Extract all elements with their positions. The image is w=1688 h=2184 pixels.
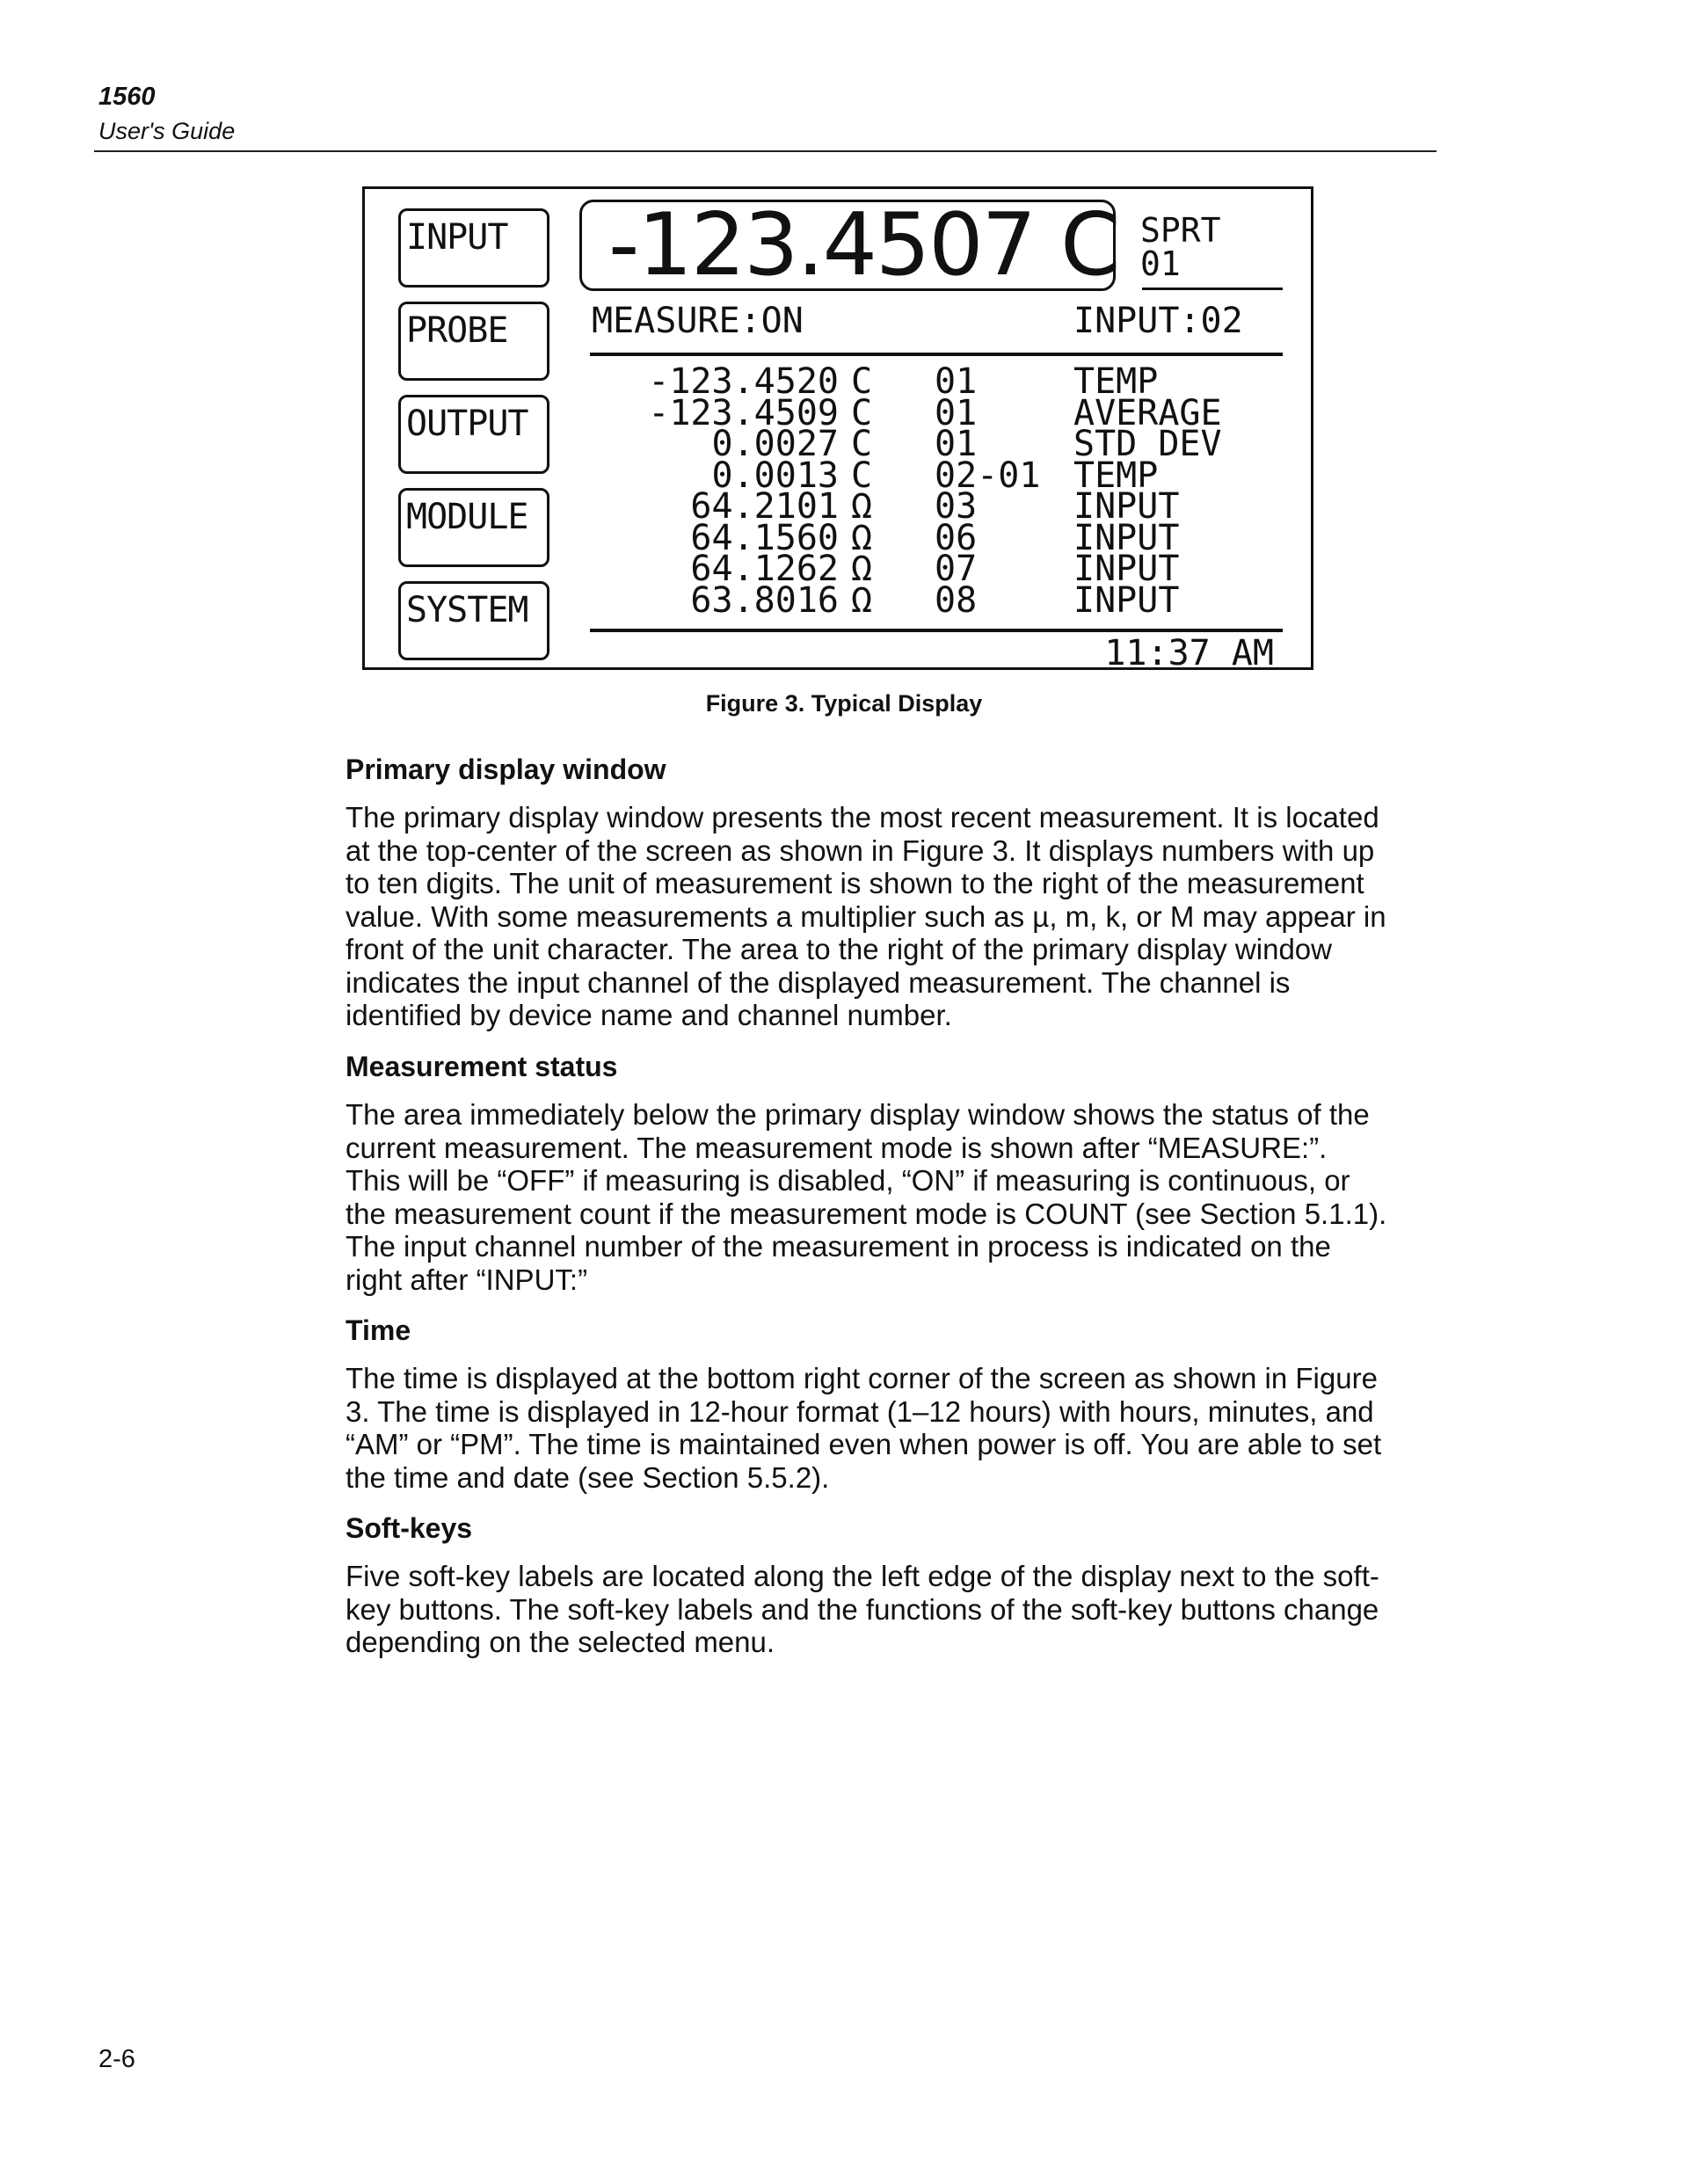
reading-value: -123.4520 <box>648 361 839 402</box>
reading-channel: 01 <box>935 392 978 433</box>
reading-function: STD DEV <box>1073 424 1222 464</box>
text-line: depending on the selected menu. <box>346 1626 775 1658</box>
status-divider <box>590 353 1283 356</box>
text-line: key buttons. The soft-key labels and the functions of the soft-key buttons change <box>346 1592 1379 1626</box>
softkey-input: INPUT <box>398 208 549 288</box>
text-line: value. With some measurements a multiplier such as µ, m, k, or M may appear in <box>346 899 1386 933</box>
reading-function: TEMP <box>1073 361 1159 402</box>
readings-divider <box>590 629 1283 632</box>
reading-unit: Ω <box>851 486 873 527</box>
reading-unit: Ω <box>851 579 873 621</box>
reading-value: 64.2101 <box>690 486 839 527</box>
text-line: current measurement. The measurement mode is shown after “MEASURE:”. <box>346 1131 1328 1164</box>
reading-channel: 01 <box>935 361 978 402</box>
reading-unit: C <box>851 361 873 402</box>
reading-channel: 01 <box>935 424 978 464</box>
measure-status: MEASURE:ON <box>592 301 804 341</box>
reading-unit: C <box>851 455 873 496</box>
reading-channel: 06 <box>935 517 978 558</box>
text-line: This will be “OFF” if measuring is disabled, “ON” if measuring is continuous, or <box>346 1164 1350 1197</box>
reading-function: AVERAGE <box>1073 392 1222 433</box>
text-line: The input channel number of the measurement in process is indicated on the <box>346 1230 1331 1263</box>
section-heading-primary-display: Primary display window <box>346 753 666 785</box>
text-line: at the top-center of the screen as shown in Figure 3. It displays numbers with up <box>346 834 1375 867</box>
primary-measurement: -123.4507 C <box>608 195 1119 295</box>
text-line: the time and date (see Section 5.5.2). <box>346 1460 830 1494</box>
section-body-primary-display <box>346 801 1444 1032</box>
document-guide-title: User's Guide <box>98 118 236 144</box>
reading-function: INPUT <box>1073 486 1180 527</box>
text-line: The area immediately below the primary display window shows the status of the <box>346 1098 1370 1131</box>
channel-divider <box>1142 288 1283 290</box>
reading-channel: 02-01 <box>935 455 1041 496</box>
reading-value: 63.8016 <box>690 579 839 621</box>
text-line: “AM” or “PM”. The time is maintained even when power is off. You are able to set <box>346 1428 1382 1460</box>
reading-channel: 08 <box>935 579 978 621</box>
reading-value: 64.1262 <box>690 549 839 589</box>
text-line: The time is displayed at the bottom right corner of the screen as shown in Figure <box>346 1362 1378 1394</box>
reading-value: 0.0013 <box>711 455 839 496</box>
reading-value: 64.1560 <box>690 517 839 558</box>
reading-channel: 03 <box>935 486 978 527</box>
text-line: 3. The time is displayed in 12-hour format (1–12 hours) with hours, minutes, and <box>346 1394 1374 1428</box>
channel-device: SPRT <box>1140 211 1221 250</box>
primary-display-window <box>579 195 1119 295</box>
reading-value: 0.0027 <box>711 424 839 464</box>
text-line: identified by device name and channel number. <box>346 999 952 1031</box>
reading-function: INPUT <box>1073 549 1180 589</box>
reading-value: -123.4509 <box>648 392 839 433</box>
reading-unit: Ω <box>851 549 873 589</box>
reading-unit: C <box>851 424 873 464</box>
text-line: the measurement count if the measurement mode is COUNT (see Section 5.1.1). <box>346 1197 1387 1230</box>
reading-function: INPUT <box>1073 579 1180 621</box>
document-model: 1560 <box>98 83 156 111</box>
typical-display-figure <box>362 186 1313 673</box>
header-divider <box>94 150 1437 152</box>
softkey-output: OUTPUT <box>398 395 549 474</box>
page-number: 2-6 <box>98 2045 135 2073</box>
text-line: right after “INPUT:” <box>346 1263 588 1296</box>
clock-time: 11:37 AM <box>1104 633 1274 673</box>
input-status: INPUT:02 <box>1073 301 1243 341</box>
reading-function: INPUT <box>1073 517 1180 558</box>
softkey-system: SYSTEM <box>398 581 549 660</box>
text-line: front of the unit character. The area to the right of the primary display window <box>346 933 1332 965</box>
reading-channel: 07 <box>935 549 978 589</box>
softkey-probe: PROBE <box>398 302 549 381</box>
section-heading-time: Time <box>346 1314 411 1346</box>
section-body-measurement-status <box>346 1098 1444 1296</box>
figure-caption: Figure 3. Typical Display <box>705 690 983 717</box>
text-line: to ten digits. The unit of measurement is shown to the right of the measurement <box>346 867 1364 899</box>
text-line: Five soft-key labels are located along the left edge of the display next to the soft- <box>346 1560 1379 1592</box>
reading-unit: Ω <box>851 517 873 558</box>
reading-unit: C <box>851 392 873 433</box>
reading-row <box>590 579 1283 621</box>
text-line: indicates the input channel of the displayed measurement. The channel is <box>346 965 1291 999</box>
section-heading-soft-keys: Soft-keys <box>346 1512 473 1544</box>
reading-function: TEMP <box>1073 455 1159 496</box>
section-body-soft-keys <box>346 1560 1444 1659</box>
channel-number: 01 <box>1140 244 1181 283</box>
text-line: The primary display window presents the most recent measurement. It is located <box>346 801 1379 834</box>
section-body-time <box>346 1362 1444 1494</box>
softkey-module: MODULE <box>398 488 549 567</box>
section-heading-measurement-status: Measurement status <box>346 1051 618 1082</box>
